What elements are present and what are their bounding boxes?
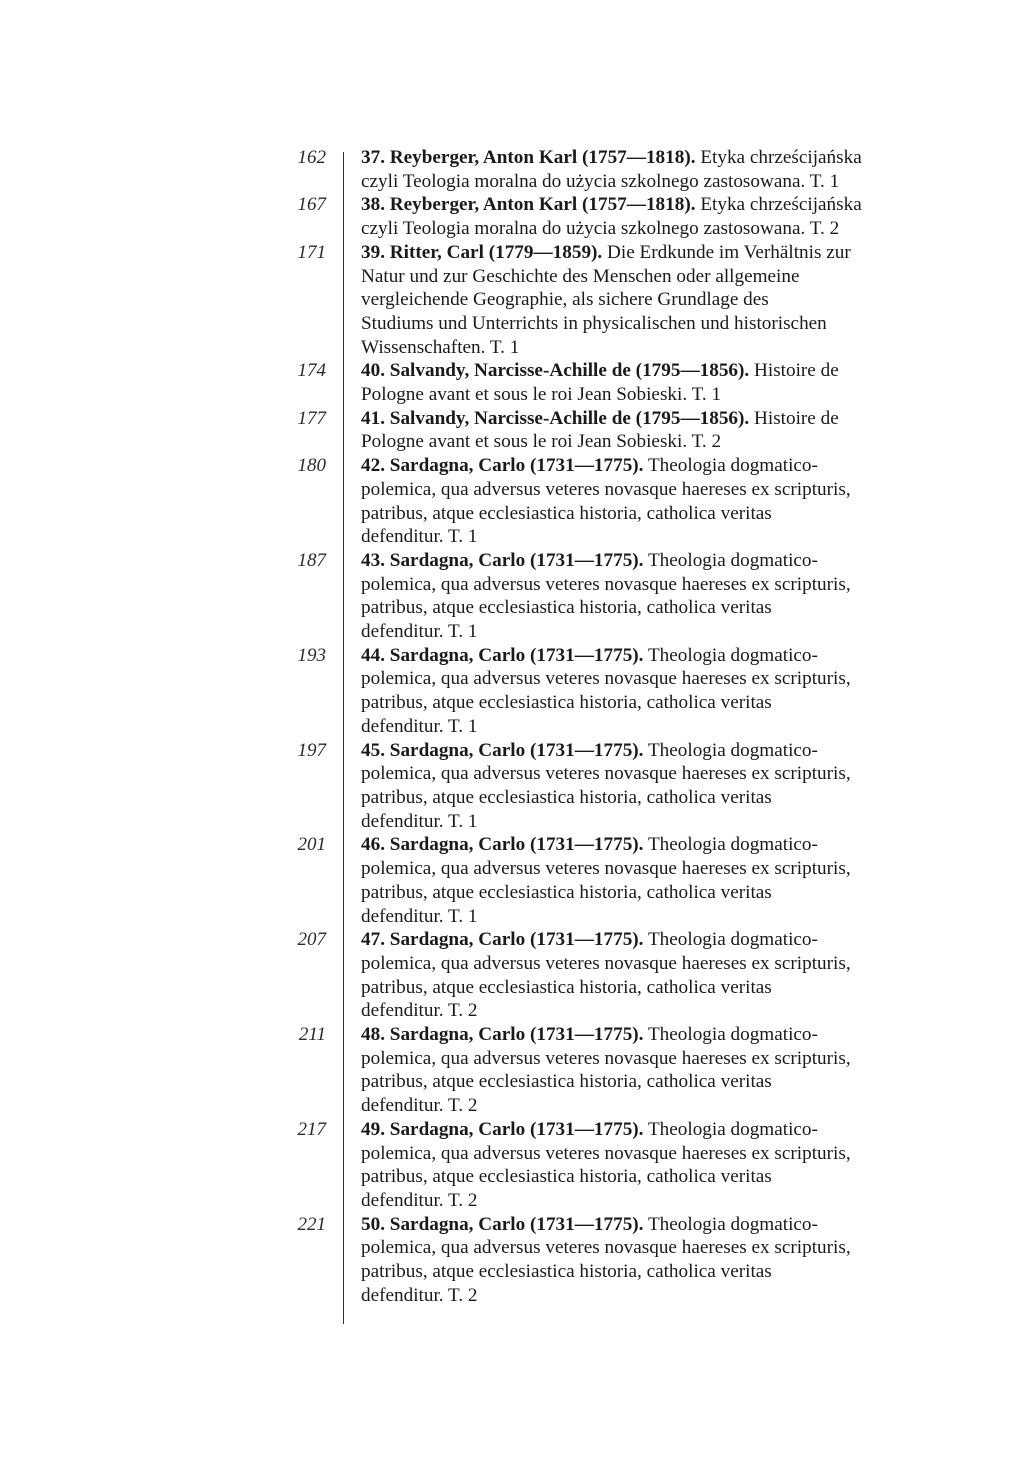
toc-page-number: 197 xyxy=(297,739,326,761)
toc-entry-heading: 45. Sardagna, Carlo (1731—1775). xyxy=(361,739,644,761)
toc-entry-text xyxy=(361,833,936,928)
toc-entry-heading: 48. Sardagna, Carlo (1731—1775). xyxy=(361,1024,644,1046)
toc-entry-text xyxy=(361,1118,936,1213)
toc-page-number: 174 xyxy=(297,360,326,382)
toc-entry-heading: 50. Sardagna, Carlo (1731—1775). xyxy=(361,1213,644,1235)
toc-entry-line: polemica, qua adversus veteres novasque haereses ex scripturis, xyxy=(361,1047,851,1069)
toc-entry-line: patribus, atque ecclesiastica historia, catholica veritas xyxy=(361,976,772,998)
toc-entry-line: Natur und zur Geschichte des Menschen oder allgemeine xyxy=(361,265,800,287)
toc-entry[interactable] xyxy=(270,359,950,406)
toc-entry-line: defenditur. T. 2 xyxy=(361,1095,478,1117)
toc-entry-line: Pologne avant et sous le roi Jean Sobieski. T. 2 xyxy=(361,431,722,453)
toc-page-number: 207 xyxy=(297,929,326,951)
toc-entry-heading: 41. Salvandy, Narcisse-Achille de (1795—1856). xyxy=(361,407,750,429)
toc-entry[interactable] xyxy=(270,928,950,1023)
toc-entry-heading: 43. Sardagna, Carlo (1731—1775). xyxy=(361,549,644,571)
toc-entry[interactable] xyxy=(270,241,950,360)
toc-page-number: 167 xyxy=(297,194,326,216)
toc-entry-line: defenditur. T. 1 xyxy=(361,715,478,737)
toc-entry-text xyxy=(361,739,936,834)
toc-entry-text xyxy=(361,1023,936,1118)
toc-entry-line: czyli Teologia moralna do użycia szkolnego zastosowana. T. 2 xyxy=(361,218,840,240)
toc-entry-line: Histoire de xyxy=(754,407,839,429)
toc-entry-line: polemica, qua adversus veteres novasque haereses ex scripturis, xyxy=(361,1237,851,1259)
toc-entry-line: Theologia dogmatico- xyxy=(647,834,818,856)
toc-entry-line: czyli Teologia moralna do użycia szkolnego zastosowana. T. 1 xyxy=(361,170,840,192)
toc-entry[interactable] xyxy=(270,146,950,193)
toc-entry-line: polemica, qua adversus veteres novasque haereses ex scripturis, xyxy=(361,1142,851,1164)
toc-entry-text xyxy=(361,644,936,739)
toc-entry-line: patribus, atque ecclesiastica historia, catholica veritas xyxy=(361,786,772,808)
toc-entry-text xyxy=(361,146,936,193)
toc-entry-line: patribus, atque ecclesiastica historia, catholica veritas xyxy=(361,597,772,619)
toc-entry-line: polemica, qua adversus veteres novasque haereses ex scripturis, xyxy=(361,763,851,785)
toc-entry[interactable] xyxy=(270,1023,950,1118)
toc-entry-line: Wissenschaften. T. 1 xyxy=(361,336,520,358)
toc-entry-line: Theologia dogmatico- xyxy=(647,1024,818,1046)
toc-entry-line: Theologia dogmatico- xyxy=(647,1118,818,1140)
toc-entry[interactable] xyxy=(270,454,950,549)
toc-entry-line: Studiums und Unterrichts in physicalischen und historischen xyxy=(361,312,827,334)
toc-page-number: 162 xyxy=(297,147,326,168)
toc-entry-line: Theologia dogmatico- xyxy=(647,929,818,951)
toc-entry-heading: 49. Sardagna, Carlo (1731—1775). xyxy=(361,1118,644,1140)
toc-entry-line: polemica, qua adversus veteres novasque haereses ex scripturis, xyxy=(361,952,851,974)
toc-page-number: 217 xyxy=(297,1118,326,1140)
toc-entry-line: patribus, atque ecclesiastica historia, catholica veritas xyxy=(361,502,772,524)
toc-entry[interactable] xyxy=(270,833,950,928)
table-of-contents xyxy=(270,146,950,1307)
toc-entry-line: Theologia dogmatico- xyxy=(647,455,818,477)
toc-entry-text xyxy=(361,1213,936,1308)
toc-page-number: 211 xyxy=(298,1024,326,1046)
toc-entry-line: defenditur. T. 1 xyxy=(361,621,478,643)
toc-entry-text xyxy=(361,193,936,240)
toc-entry-line: polemica, qua adversus veteres novasque haereses ex scripturis, xyxy=(361,668,851,690)
toc-entry-line: Pologne avant et sous le roi Jean Sobieski. T. 1 xyxy=(361,384,722,406)
toc-entry[interactable] xyxy=(270,1118,950,1213)
toc-entry-heading: 39. Ritter, Carl (1779—1859). xyxy=(361,241,603,263)
toc-entry-text xyxy=(361,407,936,454)
toc-page-number: 171 xyxy=(297,241,326,263)
toc-entry-line: Theologia dogmatico- xyxy=(647,1213,818,1235)
toc-entry-line: polemica, qua adversus veteres novasque haereses ex scripturis, xyxy=(361,858,851,880)
toc-entry-heading: 42. Sardagna, Carlo (1731—1775). xyxy=(361,455,644,477)
toc-entry-text xyxy=(361,928,936,1023)
toc-page-number: 193 xyxy=(297,644,326,666)
toc-entry-line: patribus, atque ecclesiastica historia, catholica veritas xyxy=(361,1071,772,1093)
toc-entry-heading: 37. Reyberger, Anton Karl (1757—1818). xyxy=(361,147,696,168)
toc-entry[interactable] xyxy=(270,1213,950,1308)
toc-entry-line: defenditur. T. 2 xyxy=(361,1189,478,1211)
toc-entry-text xyxy=(361,549,936,644)
toc-entry-line: Theologia dogmatico- xyxy=(647,644,818,666)
toc-page-number: 201 xyxy=(297,834,326,856)
toc-entry-line: Etyka chrześcijańska xyxy=(700,194,862,216)
toc-entry-line: patribus, atque ecclesiastica historia, catholica veritas xyxy=(361,881,772,903)
toc-entry-line: polemica, qua adversus veteres novasque haereses ex scripturis, xyxy=(361,573,851,595)
toc-entry-line: patribus, atque ecclesiastica historia, catholica veritas xyxy=(361,692,772,714)
toc-entry-line: Theologia dogmatico- xyxy=(647,739,818,761)
toc-entry-heading: 46. Sardagna, Carlo (1731—1775). xyxy=(361,834,644,856)
toc-entry-line: defenditur. T. 1 xyxy=(361,905,478,927)
toc-entry[interactable] xyxy=(270,407,950,454)
toc-entry-line: defenditur. T. 2 xyxy=(361,1284,478,1306)
toc-entry-heading: 44. Sardagna, Carlo (1731—1775). xyxy=(361,644,644,666)
toc-entry-line: patribus, atque ecclesiastica historia, catholica veritas xyxy=(361,1166,772,1188)
toc-entry-line: Die Erdkunde im Verhältnis zur xyxy=(607,241,851,263)
toc-entry-line: Histoire de xyxy=(754,360,839,382)
toc-entry[interactable] xyxy=(270,193,950,240)
toc-page-number: 177 xyxy=(297,407,326,429)
toc-entry-heading: 38. Reyberger, Anton Karl (1757—1818). xyxy=(361,194,696,216)
toc-page-number: 187 xyxy=(297,549,326,571)
toc-entry-line: polemica, qua adversus veteres novasque haereses ex scripturis, xyxy=(361,478,851,500)
toc-entry-line: defenditur. T. 1 xyxy=(361,810,478,832)
toc-entry-text xyxy=(361,454,936,549)
toc-entry-line: Theologia dogmatico- xyxy=(647,549,818,571)
toc-entry[interactable] xyxy=(270,644,950,739)
toc-entry-text xyxy=(361,241,936,360)
toc-entry-line: Etyka chrześcijańska xyxy=(700,147,862,168)
toc-entry[interactable] xyxy=(270,739,950,834)
toc-entry-heading: 47. Sardagna, Carlo (1731—1775). xyxy=(361,929,644,951)
toc-entry[interactable] xyxy=(270,549,950,644)
toc-entry-text xyxy=(361,359,936,406)
toc-entry-line: defenditur. T. 1 xyxy=(361,526,478,548)
toc-entry-line: defenditur. T. 2 xyxy=(361,1000,478,1022)
toc-page-number: 180 xyxy=(297,455,326,477)
toc-entry-heading: 40. Salvandy, Narcisse-Achille de (1795—1856). xyxy=(361,360,750,382)
toc-entry-line: patribus, atque ecclesiastica historia, catholica veritas xyxy=(361,1261,772,1283)
toc-entry-line: vergleichende Geographie, als sichere Grundlage des xyxy=(361,289,769,311)
toc-page-number: 221 xyxy=(297,1213,326,1235)
